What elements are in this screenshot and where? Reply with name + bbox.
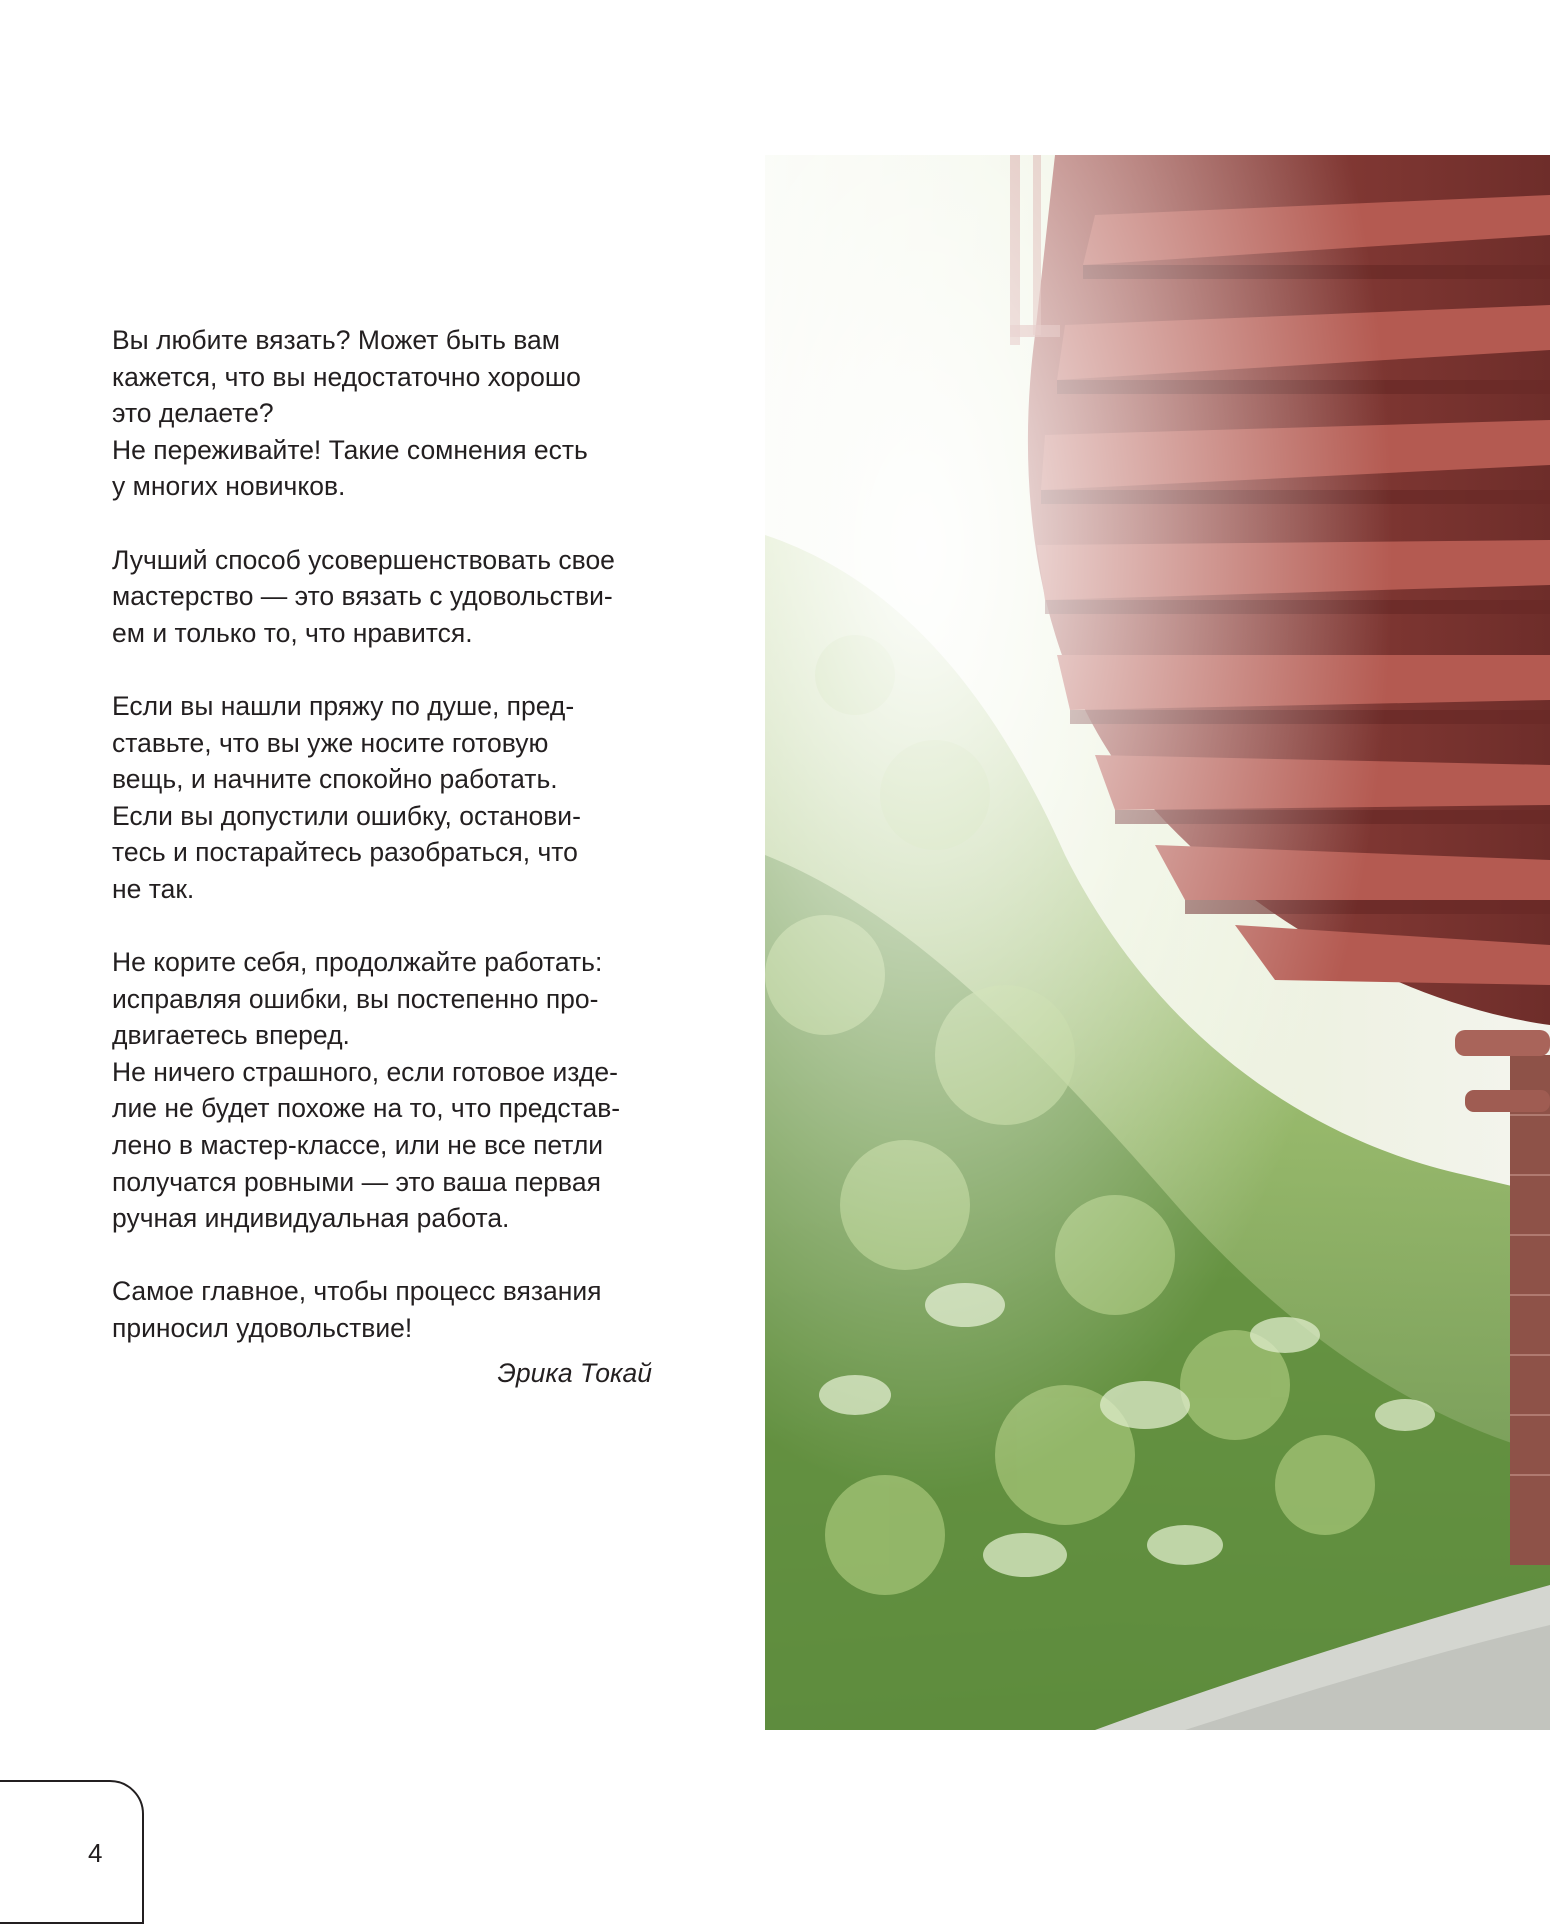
- text-line: получатся ровными — это ваша первая: [112, 1166, 601, 1197]
- text-line: у многих новичков.: [112, 471, 346, 502]
- text-line: тесь и постарайтесь разобраться, что: [112, 837, 578, 868]
- text-line: Не переживайте! Такие сомнения есть: [112, 434, 588, 465]
- text-line: исправляя ошибки, вы постепенно про-: [112, 983, 599, 1014]
- text-line: Самое главное, чтобы процесс вязания: [112, 1276, 602, 1307]
- text-line: ставьте, что вы уже носите готовую: [112, 727, 549, 758]
- text-line: Если вы нашли пряжу по душе, пред-: [112, 690, 575, 721]
- text-line: мастерство — это вязать с удовольстви-: [112, 581, 613, 612]
- intro-paragraph-1: [112, 322, 652, 505]
- text-line: вещь, и начните спокойно работать.: [112, 764, 558, 795]
- staircase-photo: [765, 155, 1550, 1730]
- text-line: это делаете?: [112, 398, 274, 429]
- text-line: лено в мастер-классе, или не все петли: [112, 1130, 604, 1161]
- text-line: Если вы допустили ошибку, останови-: [112, 800, 581, 831]
- text-line: ручная индивидуальная работа.: [112, 1203, 510, 1234]
- intro-paragraph-4: [112, 944, 652, 1237]
- intro-paragraph-2: [112, 542, 652, 652]
- text-line: Лучший способ усовершенствовать свое: [112, 544, 615, 575]
- author-signature: Эрика Токай: [497, 1357, 652, 1388]
- text-line: приносил удовольствие!: [112, 1313, 413, 1344]
- page-number-tab: [0, 1780, 144, 1924]
- intro-paragraph-5: [112, 1273, 652, 1346]
- intro-paragraph-3: [112, 688, 652, 908]
- text-line: Не корите себя, продолжайте работать:: [112, 947, 603, 978]
- text-line: кажется, что вы недостаточно хорошо: [112, 361, 581, 392]
- text-line: не так.: [112, 873, 195, 904]
- text-line: двигаетесь вперед.: [112, 1020, 350, 1051]
- text-line: ем и только то, что нравится.: [112, 617, 473, 648]
- text-line: Вы любите вязать? Может быть вам: [112, 325, 560, 355]
- text-line: лие не будет похоже на то, что представ-: [112, 1093, 621, 1124]
- page-number: 4: [88, 1838, 103, 1868]
- text-line: Не ничего страшного, если готовое изде-: [112, 1056, 618, 1087]
- intro-text: [112, 322, 652, 1391]
